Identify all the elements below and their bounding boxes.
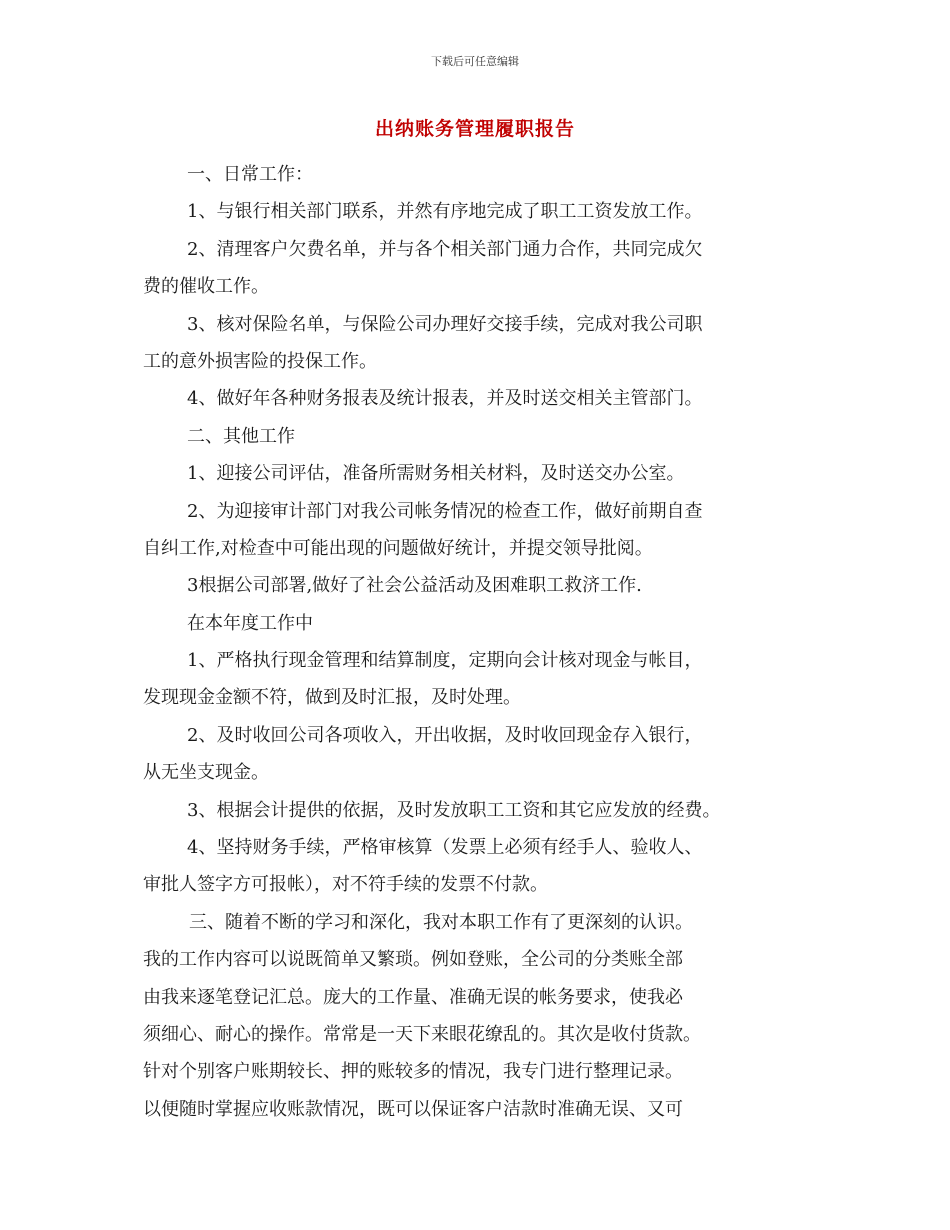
header-note: 下载后可任意编辑 bbox=[431, 55, 519, 68]
paragraph-line: 2、清理客户欠费名单，并与各个相关部门通力合作，共同完成欠 bbox=[187, 238, 703, 260]
document-title: 出纳账务管理履职报告 bbox=[374, 118, 575, 140]
paragraph-line: 以便随时掌握应收账款情况，既可以保证客户洁款时准确无误、又可 bbox=[143, 1098, 683, 1120]
paragraph-line: 3根据公司部署,做好了社会公益活动及困难职工救济工作. bbox=[187, 575, 642, 597]
paragraph-line: 1、迎接公司评估，准备所需财务相关材料，及时送交办公室。 bbox=[187, 463, 685, 485]
paragraph-line: 发现现金金额不符，做到及时汇报，及时处理。 bbox=[143, 687, 521, 709]
paragraph-line: 自纠工作,对检查中可能出现的问题做好统计，并提交领导批阅。 bbox=[143, 537, 653, 559]
paragraph-line: 费的催收工作。 bbox=[143, 276, 269, 298]
paragraph-line: 须细心、耐心的操作。常常是一天下来眼花缭乱的。其次是收付货款。 bbox=[143, 1023, 701, 1045]
paragraph-line: 针对个别客户账期较长、押的账较多的情况，我专门进行整理记录。 bbox=[143, 1061, 683, 1083]
paragraph-line: 由我来逐笔登记汇总。庞大的工作量、准确无误的帐务要求，使我必 bbox=[143, 986, 683, 1008]
paragraph-line: 3、根据会计提供的依据，及时发放职工工资和其它应发放的经费。 bbox=[187, 799, 721, 821]
section-heading-1: 一、日常工作： bbox=[187, 164, 313, 185]
paragraph-line: 2、为迎接审计部门对我公司帐务情况的检查工作，做好前期自查 bbox=[187, 500, 703, 522]
paragraph-line: 我的工作内容可以说既简单又繁琐。例如登账，全公司的分类账全部 bbox=[143, 949, 683, 971]
paragraph-line: 2、及时收回公司各项收入，开出收据，及时收回现金存入银行， bbox=[187, 724, 703, 746]
document-body bbox=[143, 156, 808, 1128]
paragraph-line: 工的意外损害险的投保工作。 bbox=[143, 350, 377, 372]
paragraph-line: 4、坚持财务手续，严格审核算（发票上必须有经手人、验收人、 bbox=[187, 837, 703, 859]
subsection-heading: 在本年度工作中 bbox=[187, 612, 313, 634]
section-heading-3: 三、随着不断的学习和深化，我对本职工作有了更深刻的认识。 bbox=[189, 911, 693, 933]
paragraph-line: 4、做好年各种财务报表及统计报表，并及时送交相关主管部门。 bbox=[187, 388, 703, 410]
paragraph-line: 从无坐支现金。 bbox=[143, 762, 269, 784]
paragraph-line: 3、核对保险名单，与保险公司办理好交接手续，完成对我公司职 bbox=[187, 313, 703, 335]
paragraph-line: 审批人签字方可报帐），对不符手续的发票不付款。 bbox=[143, 874, 548, 896]
paragraph-line: 1、与银行相关部门联系，并然有序地完成了职工工资发放工作。 bbox=[187, 201, 703, 223]
paragraph-line: 1、严格执行现金管理和结算制度，定期向会计核对现金与帐目， bbox=[187, 650, 703, 672]
section-heading-2: 二、其他工作 bbox=[187, 425, 295, 447]
